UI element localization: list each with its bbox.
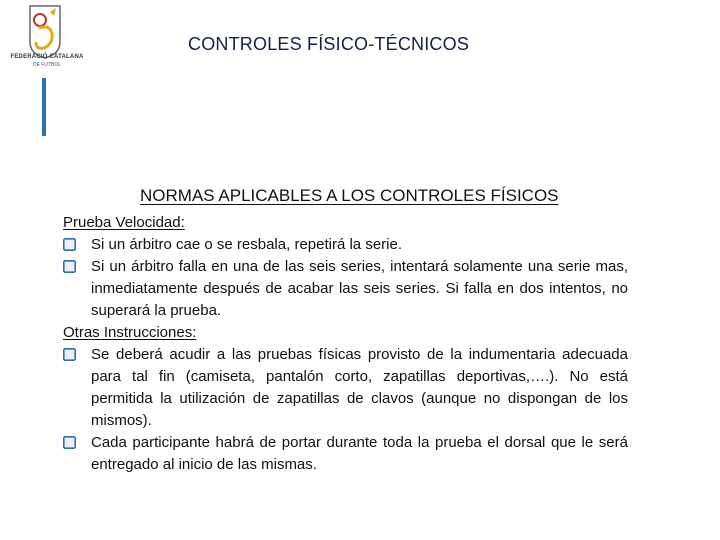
checkbox-bullet-icon bbox=[63, 238, 76, 251]
accent-bar bbox=[42, 78, 46, 136]
checkbox-bullet-icon bbox=[63, 260, 76, 273]
list-item-text: Si un árbitro falla en una de las seis series, intentará solamente una serie mas, inmediatamente después de acabar las seis series. Si falla en dos intentos, no superará la prueba. bbox=[91, 258, 628, 319]
list-item bbox=[63, 256, 628, 322]
checkbox-bullet-icon bbox=[63, 348, 76, 361]
list-item bbox=[63, 432, 628, 476]
list-item-text: Si un árbitro cae o se resbala, repetirá la serie. bbox=[91, 236, 402, 253]
section-heading-velocidad: Prueba Velocidad: bbox=[63, 214, 185, 231]
list-item bbox=[63, 234, 628, 256]
checkbox-bullet-icon bbox=[63, 436, 76, 449]
logo-subtitle: DE FUTBOL bbox=[32, 62, 62, 68]
content-body bbox=[63, 212, 628, 476]
section-subtitle: NORMAS APLICABLES A LOS CONTROLES FÍSICOS bbox=[140, 186, 559, 205]
list-item-text: Se deberá acudir a las pruebas físicas provisto de la indumentaria adecuada para tal fin (camiseta, pantalón corto, zapatillas deportivas,….). No está permitida la utilización de zapatillas de clavos (aunque no dispongan de los mismos). bbox=[91, 346, 628, 429]
page-title: CONTROLES FÍSICO-TÉCNICOS bbox=[188, 34, 470, 54]
section-heading-instrucciones: Otras Instrucciones: bbox=[63, 324, 197, 341]
logo-name: FEDERACIÓ CATALANA bbox=[10, 54, 84, 60]
list-item bbox=[63, 344, 628, 432]
list-item-text: Cada participante habrá de portar durante toda la prueba el dorsal que le será entregado al inicio de las mismas. bbox=[91, 434, 628, 473]
